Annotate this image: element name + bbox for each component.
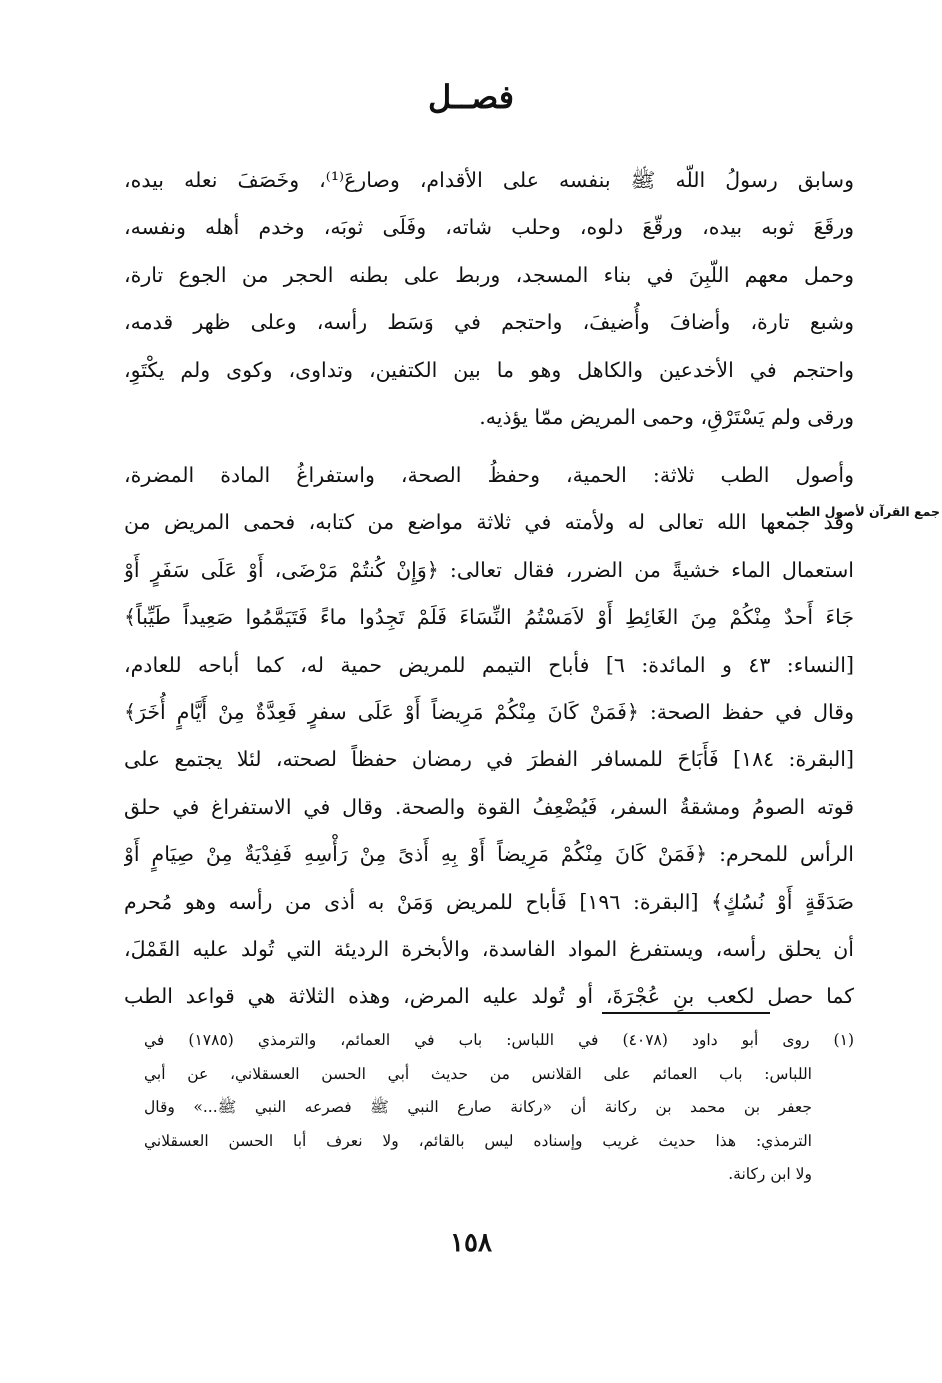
text-line: أن يحلق رأسه، ويستفرغ المواد الفاسدة، والأبخرة الرديئة التي تُولد عليه القَمْلَ،	[124, 936, 854, 961]
text-line: [النساء: ٤٣ و المائدة: ٦] فأباح التيمم للمريض حمية له، كما أباحه للعادم،	[124, 652, 854, 677]
footnotes	[144, 1024, 854, 1192]
text-line: ورقى ولم يَسْتَرْقِ، وحمى المريض ممّا يؤذيه.	[479, 404, 854, 429]
footnote-line: (١) روى أبو داود (٤٠٧٨) في اللباس: باب في العمائم، والترمذي (١٧٨٥) في	[144, 1031, 854, 1049]
text-line: صَدَقَةٍ أَوْ نُسُكٍ﴾ [البقرة: ١٩٦] فَأباح للمريض وَمَنْ به أذى من رأسه وهو مُحرم	[124, 889, 854, 914]
paragraph-2	[124, 452, 854, 1021]
footnote-line: الترمذي: هذا حديث غريب وإسناده ليس بالقائم، ولا نعرف أبا الحسن العسقلاني	[144, 1131, 812, 1150]
text-line: استعمال الماء خشيةً من الضرر، فقال تعالى: ﴿وَإِنْ كُنتُمْ مَرْضَى، أَوْ عَلَى سَفَرٍ أَوْ	[124, 557, 854, 582]
footnote-line: ولا ابن ركانة.	[728, 1165, 812, 1184]
text-line: جَاءَ أَحدٌ مِنْكُمْ مِنَ الغَائِطِ أَوْ لاَمَسْتُمُ النِّسَاءَ فَلَمْ تَجِدُوا ماءً فَتَيَمَّمُوا صَعِيداً طَيِّباً﴾	[124, 605, 854, 630]
footnote-line: اللباس: باب العمائم على القلانس من حديث أبي الحسن العسقلاني، عن أبي	[144, 1064, 812, 1083]
paragraph-1	[124, 157, 854, 441]
text-line: وشبع تارة، وأضافَ وأُضيفَ، واحتجم في وَسَط رأسه، وعلى ظهر قدمه،	[124, 310, 854, 335]
page-number: ١٥٨	[450, 1228, 492, 1258]
text-line: [البقرة: ١٨٤] فَأَبَاحَ للمسافر الفطرَ في رمضان حفظاً لصحته، لئلا يجتمع على	[124, 747, 854, 772]
text-line: قوته الصومُ ومشقةُ السفر، فَيُضْعِفُ القوة والصحة. وقال في الاستفراغ في حلق	[124, 794, 854, 819]
text-line: كما حصل لكعب بنِ عُجْرَةَ، أو تُولد عليه المرض، وهذه الثلاثة هي قواعد الطب	[124, 984, 854, 1009]
text-line: واحتجم في الأخدعين والكاهل وهو ما بين الكتفين، وتداوى، وكوى ولم يكْتَوِ،	[124, 357, 854, 382]
footnote-line: جعفر بن محمد بن ركانة أن «ركانة صارع النبي ﷺ فصرعه النبي ﷺ...» وقال	[144, 1098, 812, 1117]
text-line: ورقَعَ ثوبه بيده، ورقّعَ دلوه، وحلب شاته، وفَلَى ثوبَه، وخدم أهله ونفسه،	[124, 215, 854, 240]
chapter-title: فصــل	[427, 78, 515, 116]
text-line: وقال في حفظ الصحة: ﴿فَمَنْ كَانَ مِنْكُمْ مَرِيضاً أَوْ عَلَى سفرٍ فَعِدَّةٌ مِنْ أَيَّامٍ أُخَرَ﴾	[124, 699, 854, 724]
text-line: وأصول الطب ثلاثة: الحمية، وحفظُ الصحة، واستفراغُ المادة المضرة،	[124, 463, 854, 487]
text-line: وحمل معهم اللّبِنَ في بناء المسجد، وربط على بطنه الحجر من الجوع تارة،	[124, 262, 854, 287]
margin-note: جمع القرآن لأصول الطب	[785, 504, 940, 519]
text-line: الرأس للمحرم: ﴿فَمَنْ كَانَ مِنْكُمْ مَرِيضاً أَوْ بِهِ أَذىً مِنْ رَأْسِهِ فَفِدْيَةٌ مِنْ صِيَامٍ أَوْ	[124, 842, 854, 867]
text-line: وسابق رسولُ اللّه ﷺ بنفسه على الأقدام، وصارعَ⁽¹⁾، وخَصَفَ نعله بيده،	[124, 168, 854, 192]
text-line: وقد جمعها الله تعالى له ولأمته في ثلاثة مواضع من كتابه، فحمى المريض من	[124, 510, 854, 535]
footnote-divider	[602, 1012, 770, 1014]
